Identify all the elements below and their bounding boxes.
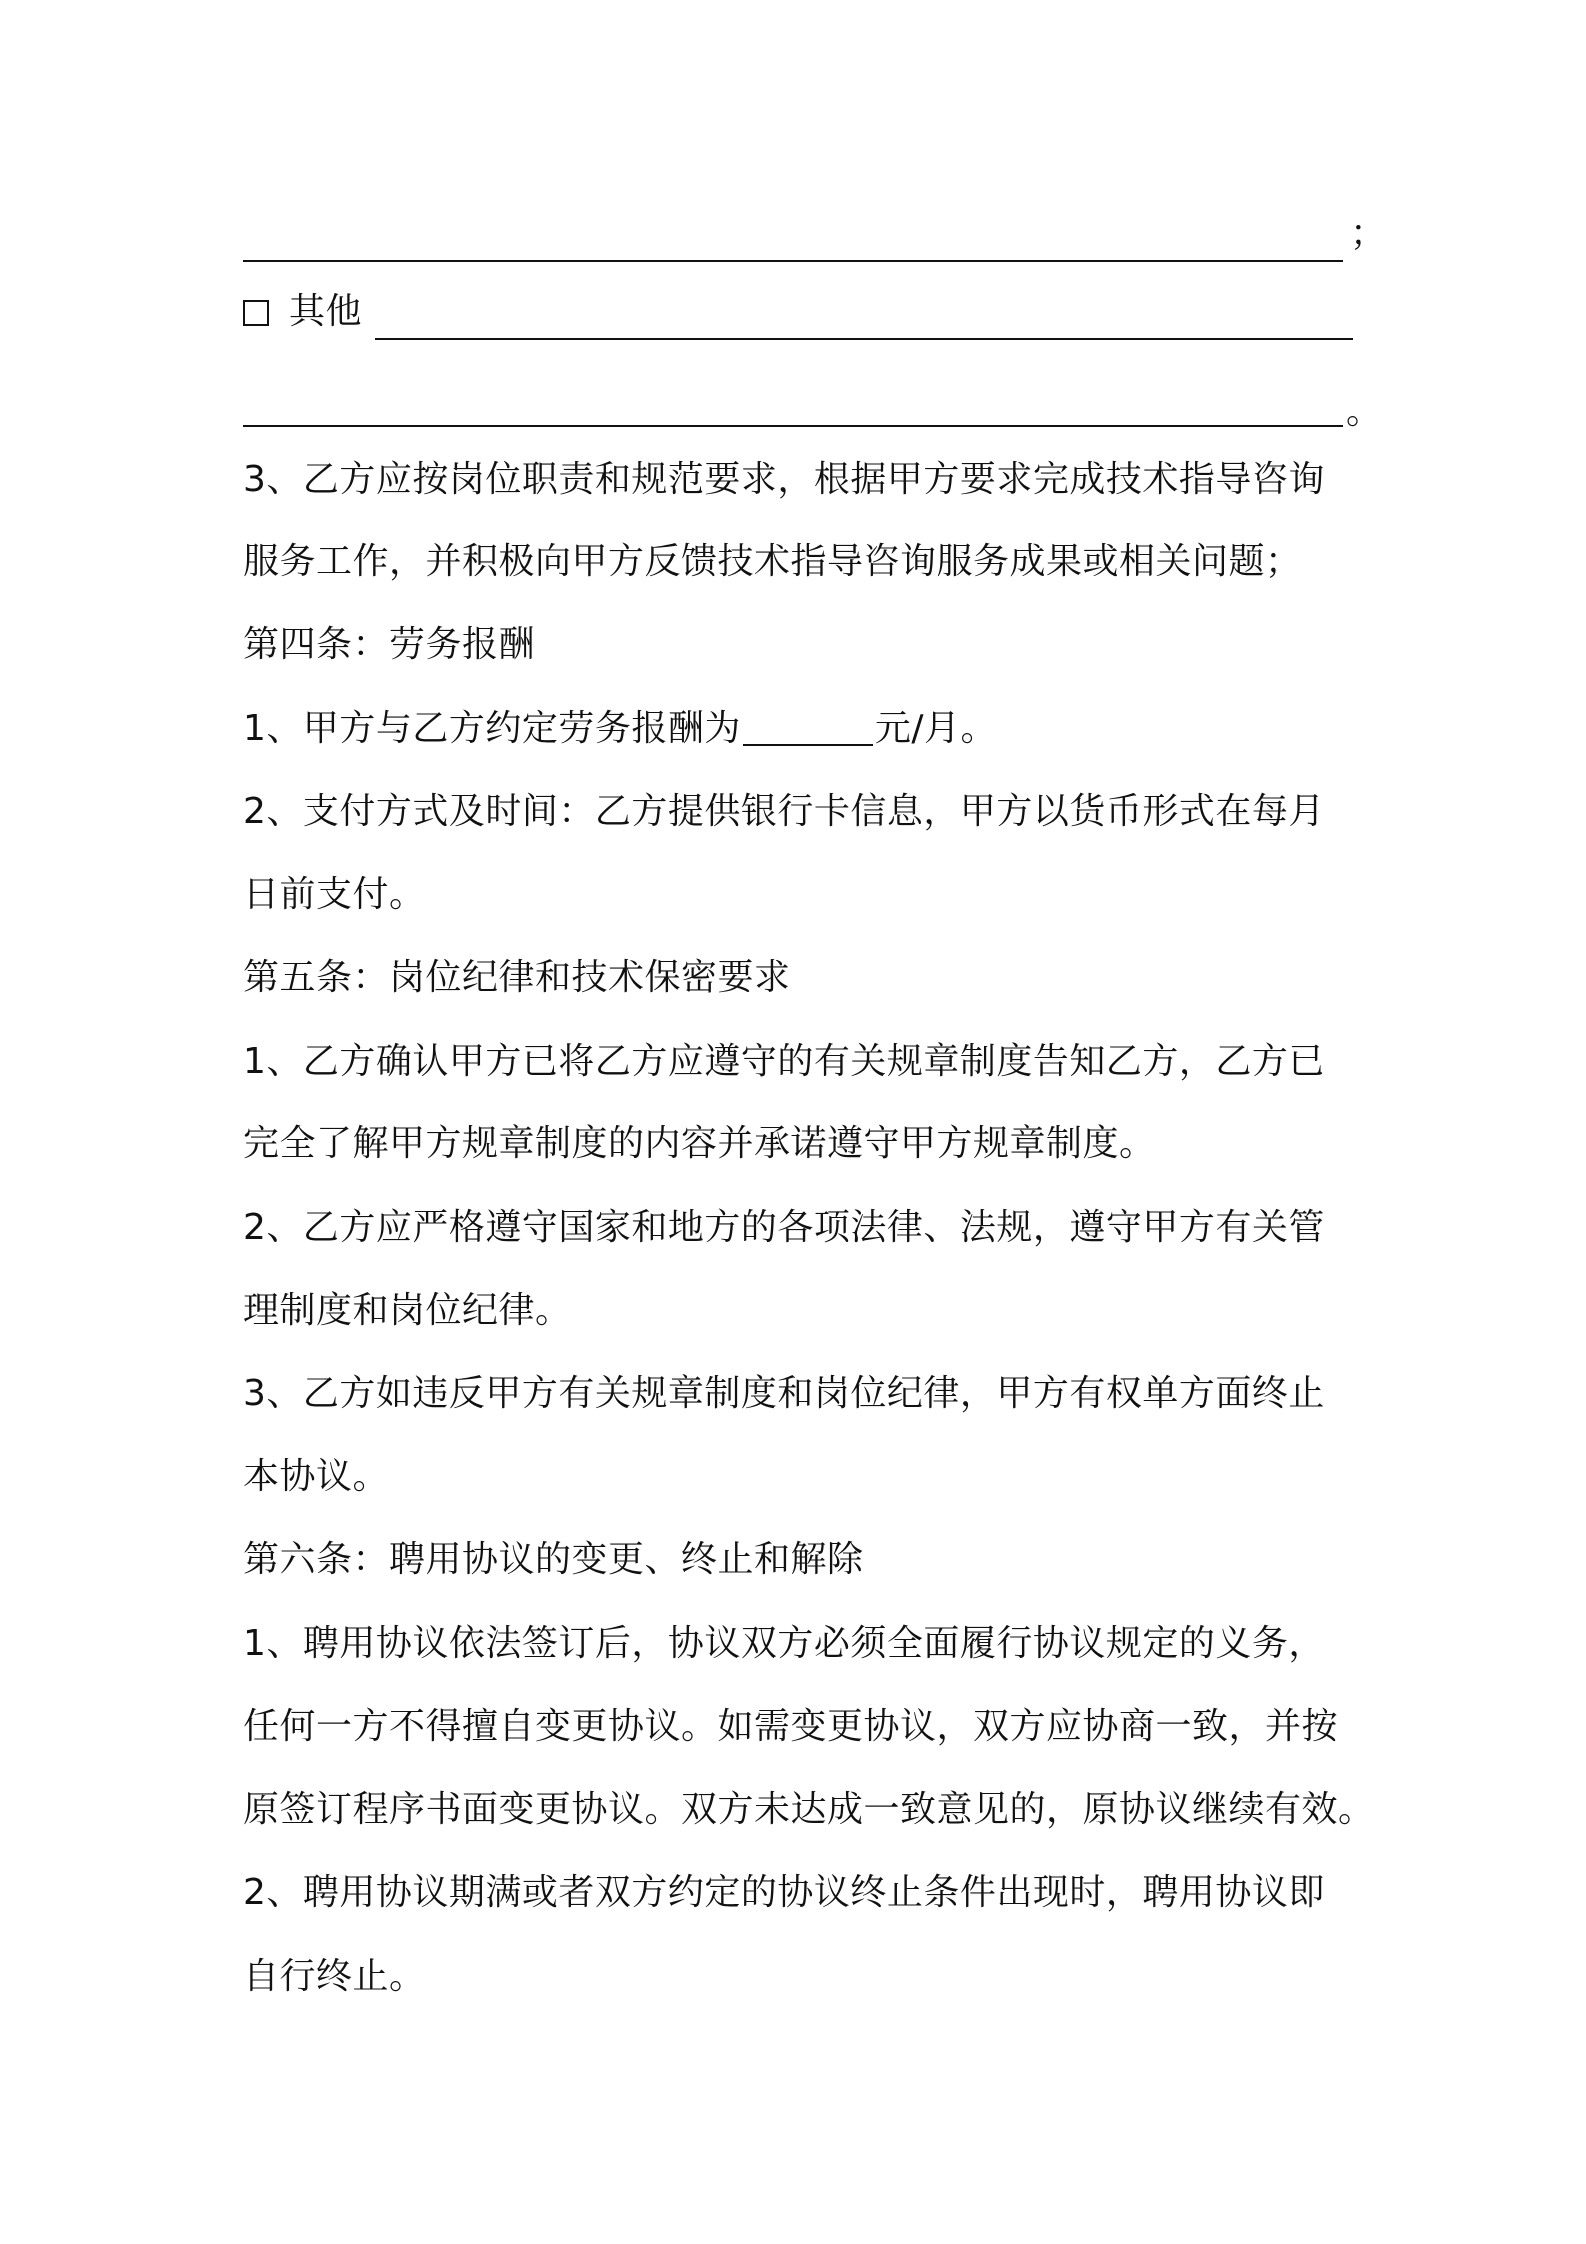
remuneration-prefix: 1、甲方与乙方约定劳务报酬为 [243, 708, 741, 749]
section-heading: 第六条：聘用协议的变更、终止和解除 [243, 1539, 864, 1580]
paragraph-line: 理制度和岗位纪律。 [243, 1290, 572, 1331]
paragraph-line: 任何一方不得擅自变更协议。如需变更协议，双方应协商一致，并按 [243, 1706, 1339, 1747]
remuneration-line [243, 707, 1363, 751]
fill-line-2-punct: 。 [1346, 391, 1383, 432]
paragraph-line: 2、乙方应严格遵守国家和地方的各项法律、法规，遵守甲方有关管 [243, 1207, 1325, 1248]
paragraph-line: 自行终止。 [243, 1956, 426, 1997]
paragraph-line: 3、乙方如违反甲方有关规章制度和岗位纪律，甲方有权单方面终止 [243, 1373, 1325, 1414]
paragraph-line: 1、乙方确认甲方已将乙方应遵守的有关规章制度告知乙方，乙方已 [243, 1041, 1325, 1082]
paragraph-line: 2、聘用协议期满或者双方约定的协议终止条件出现时，聘用协议即 [243, 1872, 1325, 1913]
remuneration-suffix: 元/月。 [874, 708, 998, 749]
paragraph-line: 日前支付。 [243, 874, 426, 915]
section-heading: 第四条：劳务报酬 [243, 624, 536, 665]
other-checkbox[interactable] [243, 300, 269, 326]
fill-line-1-punct: ； [1350, 213, 1387, 254]
fill-line-2 [243, 425, 1343, 427]
other-option-label: 其他 [289, 291, 363, 332]
paragraph-line: 原签订程序书面变更协议。双方未达成一致意见的，原协议继续有效。 [243, 1789, 1375, 1830]
paragraph-line: 3、乙方应按岗位职责和规范要求，根据甲方要求完成技术指导咨询 [243, 459, 1325, 500]
remuneration-amount-blank[interactable] [743, 712, 873, 746]
paragraph-line: 服务工作，并积极向甲方反馈技术指导咨询服务成果或相关问题； [243, 541, 1302, 582]
paragraph-line: 2、支付方式及时间：乙方提供银行卡信息，甲方以货币形式在每月 [243, 791, 1325, 832]
paragraph-line: 本协议。 [243, 1456, 390, 1497]
other-option-row [243, 290, 1363, 334]
other-fill-line[interactable] [375, 338, 1353, 340]
section-heading: 第五条：岗位纪律和技术保密要求 [243, 957, 791, 998]
fill-line-1 [243, 260, 1343, 262]
paragraph-line: 完全了解甲方规章制度的内容并承诺遵守甲方规章制度。 [243, 1123, 1156, 1164]
paragraph-line: 1、聘用协议依法签订后，协议双方必须全面履行协议规定的义务， [243, 1623, 1325, 1664]
